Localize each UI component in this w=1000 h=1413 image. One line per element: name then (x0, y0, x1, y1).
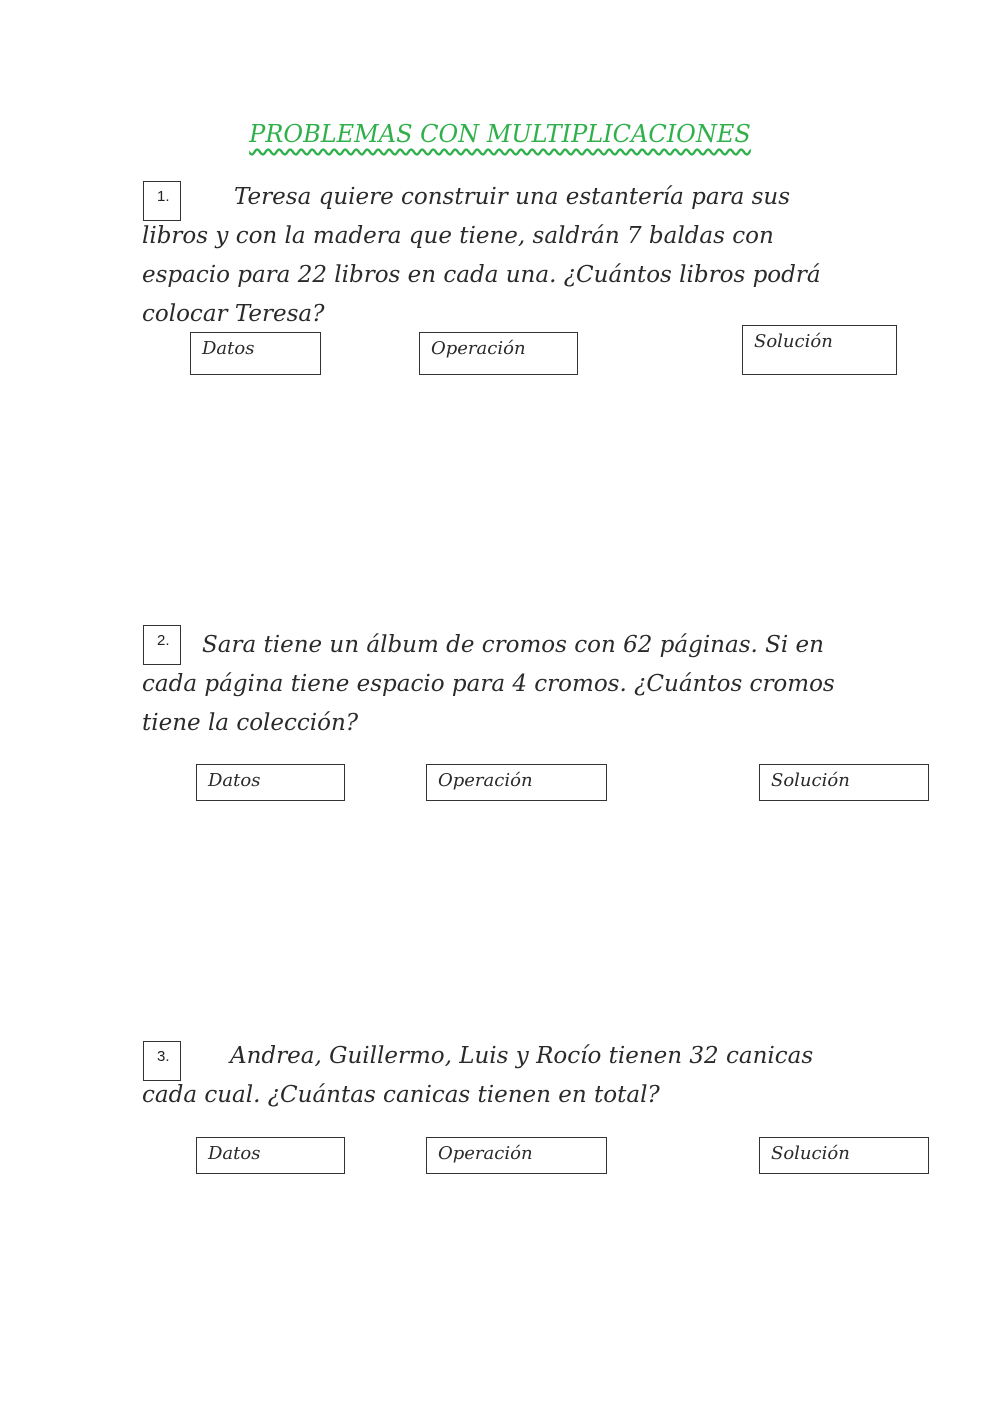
problem-1-number: 1. (143, 181, 181, 221)
problem-1-statement: Teresa quiere construir una estantería para sus libros y con la madera que tiene, saldrán 7 baldas con espacio para 22 libros en cada una. ¿Cuántos libros podrá colocar Teresa? (142, 184, 821, 327)
problem-2-statement: Sara tiene un álbum de cromos con 62 páginas. Si en cada página tiene espacio para 4 cromos. ¿Cuántos cromos tiene la colección? (142, 632, 835, 736)
problem-2-operation-box[interactable]: Operación (426, 764, 607, 801)
page-title: PROBLEMAS CON MULTIPLICACIONES (249, 120, 751, 148)
problem-2-solution-box[interactable]: Solución (759, 764, 929, 801)
problem-2-data-box[interactable]: Datos (196, 764, 345, 801)
problem-3-number: 3. (143, 1041, 181, 1081)
problem-3-data-box[interactable]: Datos (196, 1137, 345, 1174)
problem-3-solution-box[interactable]: Solución (759, 1137, 929, 1174)
problem-1-text (142, 178, 862, 334)
problem-2-text (142, 626, 862, 743)
problem-1-data-box[interactable]: Datos (190, 332, 321, 375)
problem-3-text (142, 1037, 842, 1115)
problem-2-number: 2. (143, 625, 181, 665)
problem-1-operation-box[interactable]: Operación (419, 332, 578, 375)
problem-3-operation-box[interactable]: Operación (426, 1137, 607, 1174)
problem-3-statement: Andrea, Guillermo, Luis y Rocío tienen 32 canicas cada cual. ¿Cuántas canicas tienen en total? (142, 1043, 814, 1108)
problem-1-solution-box[interactable]: Solución (742, 325, 897, 375)
